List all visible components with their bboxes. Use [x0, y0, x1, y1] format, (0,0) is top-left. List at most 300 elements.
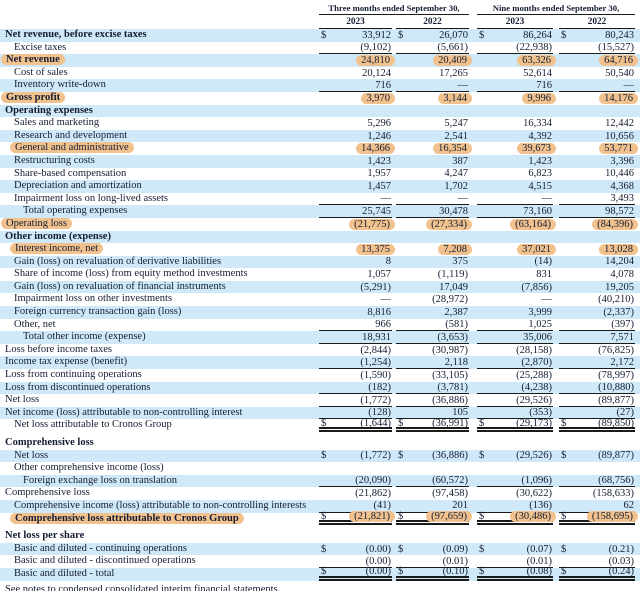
cell-value: (84,396) — [592, 219, 638, 230]
cell-value: 63,326 — [517, 55, 556, 66]
table-row — [0, 319, 640, 332]
cell-value: 1,423 — [367, 155, 391, 167]
value-cell — [396, 130, 469, 143]
footnote: See notes to condensed consolidated interim financial statements. — [5, 583, 281, 591]
cell-value: 3,970 — [361, 93, 395, 104]
cell-value: 1,702 — [444, 180, 468, 192]
cell-value: (1,119) — [437, 269, 468, 281]
cell-value: 35,006 — [523, 331, 552, 343]
cell-value: (1,772) — [360, 450, 391, 462]
cell-value: 1,957 — [367, 168, 391, 180]
table-row — [0, 530, 640, 543]
value-cell — [477, 218, 553, 231]
cell-value: (581) — [445, 318, 468, 330]
value-cell — [559, 331, 635, 344]
cell-value: (128) — [368, 407, 391, 419]
value-cell — [559, 268, 635, 281]
dollar-sign: $ — [321, 510, 327, 522]
table-row — [0, 231, 640, 244]
value-cell — [559, 450, 635, 463]
cell-value: (14) — [534, 256, 552, 268]
cell-value: 716 — [375, 79, 391, 91]
cell-value: (0.10) — [442, 566, 468, 578]
row-label — [0, 243, 315, 256]
cell-value: 50,540 — [605, 67, 634, 79]
cell-value: (78,997) — [598, 369, 634, 381]
value-cell — [396, 344, 469, 357]
cell-value: 3,493 — [610, 193, 634, 205]
value-cell — [559, 256, 635, 269]
value-cell — [559, 530, 635, 543]
value-cell — [477, 344, 553, 357]
period-group-nine-months — [477, 3, 635, 29]
cell-value: (28,972) — [432, 294, 468, 306]
cell-value: 39,673 — [517, 143, 556, 154]
table-row — [0, 331, 640, 344]
value-cell — [396, 543, 469, 556]
value-cell — [477, 487, 553, 500]
cell-value: (5,661) — [437, 41, 468, 53]
value-cell — [319, 331, 392, 344]
value-cell — [396, 218, 469, 231]
value-cell — [396, 331, 469, 344]
cell-value: (97,458) — [432, 488, 468, 500]
cell-value: 16,334 — [523, 117, 552, 129]
highlight-annotation: General and administrative — [10, 142, 134, 153]
row-label — [0, 513, 315, 526]
value-cell — [319, 92, 392, 105]
value-cell — [559, 42, 635, 55]
row-label — [0, 54, 315, 67]
cell-value: (353) — [529, 407, 552, 419]
cell-value: — — [541, 294, 552, 306]
cell-value: 3,144 — [438, 93, 472, 104]
value-cell — [477, 54, 553, 67]
value-cell — [396, 92, 469, 105]
value-cell — [319, 450, 392, 463]
value-cell — [396, 29, 469, 42]
value-cell — [319, 437, 392, 450]
cell-value: 33,912 — [362, 29, 391, 41]
value-cell — [477, 306, 553, 319]
cell-value: (21,821) — [349, 511, 395, 522]
table-row — [0, 268, 640, 281]
year-column-header: 2022 — [559, 17, 635, 29]
table-body — [0, 29, 640, 581]
value-cell — [477, 168, 553, 181]
dollar-sign: $ — [321, 543, 327, 555]
value-cell — [559, 92, 635, 105]
value-cell — [559, 281, 635, 294]
value-cell — [319, 369, 392, 382]
value-cell — [477, 130, 553, 143]
cell-value: (0.08) — [526, 566, 552, 578]
dollar-sign: $ — [561, 29, 567, 41]
cell-value: (33,105) — [432, 369, 468, 381]
cell-value: 1,025 — [528, 318, 552, 330]
cell-value: 20,124 — [362, 67, 391, 79]
table-row — [0, 543, 640, 556]
value-cell — [319, 344, 392, 357]
value-cell — [477, 530, 553, 543]
cell-value: 966 — [375, 318, 391, 330]
cell-value: (9,102) — [360, 41, 391, 53]
value-cell — [477, 180, 553, 193]
cell-value: 14,204 — [605, 256, 634, 268]
dollar-sign: $ — [479, 543, 485, 555]
table-row — [0, 193, 640, 206]
cell-value: (20,090) — [355, 475, 391, 487]
cell-value: 2,387 — [444, 306, 468, 318]
cell-value: (7,856) — [521, 281, 552, 293]
cell-value: (76,825) — [598, 344, 634, 356]
value-cell — [477, 437, 553, 450]
table-row — [0, 437, 640, 450]
value-cell — [319, 543, 392, 556]
value-cell — [477, 29, 553, 42]
value-cell — [396, 394, 469, 407]
value-cell — [319, 117, 392, 130]
value-cell — [559, 462, 635, 475]
year-column-header: 2023 — [319, 17, 392, 29]
row-label: Cost of sales — [14, 66, 68, 78]
cell-value: 37,021 — [517, 244, 556, 255]
cell-value: 4,247 — [444, 168, 468, 180]
dollar-sign: $ — [321, 417, 327, 429]
row-label: Net loss attributable to Cronos Group — [14, 419, 172, 431]
row-label: Total other income (expense) — [23, 331, 146, 343]
cell-value: 4,368 — [610, 180, 634, 192]
highlight-annotation: Net revenue — [1, 54, 65, 65]
cell-value: 18,931 — [362, 331, 391, 343]
cell-value: (36,991) — [432, 417, 468, 429]
cell-value: 20,409 — [433, 55, 472, 66]
value-cell — [319, 67, 392, 80]
row-label: Net loss per share — [5, 530, 85, 542]
dollar-sign: $ — [479, 29, 485, 41]
cell-value: (21,775) — [349, 219, 395, 230]
cell-value: 9,996 — [522, 93, 556, 104]
cell-value: 2,541 — [444, 130, 468, 142]
dollar-sign: $ — [479, 510, 485, 522]
value-cell — [477, 268, 553, 281]
table-row — [0, 142, 640, 155]
cell-value: — — [380, 193, 391, 205]
value-cell — [319, 462, 392, 475]
value-cell — [396, 117, 469, 130]
value-cell — [396, 475, 469, 488]
value-cell — [559, 142, 635, 155]
row-label: Inventory write-down — [14, 79, 106, 91]
value-cell — [559, 319, 635, 332]
table-row — [0, 450, 640, 463]
value-cell — [396, 437, 469, 450]
value-cell — [396, 568, 469, 581]
value-cell — [319, 568, 392, 581]
row-label: Basic and diluted - total — [14, 567, 115, 579]
cell-value: (0.01) — [526, 555, 552, 567]
value-cell — [559, 487, 635, 500]
value-cell — [559, 382, 635, 395]
value-cell — [396, 79, 469, 92]
table-row — [0, 67, 640, 80]
row-label — [0, 92, 315, 105]
value-cell — [477, 462, 553, 475]
value-cell — [559, 369, 635, 382]
cell-value: 8,816 — [367, 306, 391, 318]
value-cell — [319, 218, 392, 231]
cell-value: 14,176 — [599, 93, 638, 104]
row-label: Operating expenses — [5, 104, 93, 116]
cell-value: 62 — [623, 500, 634, 512]
cell-value: (0.03) — [608, 555, 634, 567]
table-row — [0, 117, 640, 130]
cell-value: 831 — [536, 269, 552, 281]
value-cell — [477, 105, 553, 118]
value-cell — [396, 268, 469, 281]
cell-value: (21,862) — [355, 488, 391, 500]
value-cell — [477, 543, 553, 556]
row-label: Depreciation and amortization — [14, 180, 142, 192]
value-cell — [559, 543, 635, 556]
value-cell — [319, 168, 392, 181]
value-cell — [559, 168, 635, 181]
value-cell — [319, 205, 392, 218]
period-group-three-months — [319, 3, 469, 29]
cell-value: (15,527) — [598, 41, 634, 53]
value-cell — [396, 450, 469, 463]
value-cell — [477, 281, 553, 294]
dollar-sign: $ — [321, 29, 327, 41]
value-cell — [396, 193, 469, 206]
cell-value: (1,644) — [360, 417, 391, 429]
value-cell — [477, 319, 553, 332]
table-row — [0, 293, 640, 306]
highlight-annotation: Gross profit — [1, 92, 65, 103]
value-cell — [396, 356, 469, 369]
value-cell — [477, 568, 553, 581]
cell-value: 7,571 — [610, 331, 634, 343]
cell-value: (1,096) — [521, 475, 552, 487]
value-cell — [559, 293, 635, 306]
value-cell — [319, 42, 392, 55]
row-label — [0, 218, 315, 231]
table-row — [0, 475, 640, 488]
value-cell — [477, 205, 553, 218]
cell-value: (1,772) — [360, 394, 391, 406]
cell-value: 80,243 — [605, 29, 634, 41]
table-row — [0, 281, 640, 294]
cell-value: 13,028 — [599, 244, 638, 255]
table-row — [0, 462, 640, 475]
cell-value: 6,823 — [528, 168, 552, 180]
value-cell — [396, 54, 469, 67]
cell-value: — — [623, 79, 634, 91]
value-cell — [477, 369, 553, 382]
value-cell — [396, 382, 469, 395]
value-cell — [477, 419, 553, 432]
cell-value: (41) — [373, 500, 391, 512]
table-row — [0, 42, 640, 55]
cell-value: (36,886) — [432, 450, 468, 462]
table-row — [0, 568, 640, 581]
dollar-sign: $ — [561, 417, 567, 429]
row-label: Basic and diluted - continuing operations — [14, 542, 187, 554]
value-cell — [559, 568, 635, 581]
value-cell — [559, 67, 635, 80]
value-cell — [477, 231, 553, 244]
row-label: Other comprehensive income (loss) — [14, 462, 164, 474]
period-years — [477, 17, 635, 29]
row-label: Net loss — [5, 394, 40, 406]
value-cell — [477, 79, 553, 92]
row-label: Impairment loss on long-lived assets — [14, 192, 168, 204]
cell-value: (1,254) — [360, 356, 391, 368]
table-row — [0, 510, 640, 526]
value-cell — [559, 306, 635, 319]
year-column-header: 2022 — [396, 17, 469, 29]
value-cell — [559, 475, 635, 488]
row-label: Excise taxes — [14, 41, 67, 53]
cell-value: 16,354 — [433, 143, 472, 154]
cell-value: (0.21) — [608, 543, 634, 555]
year-column-header: 2023 — [477, 17, 553, 29]
row-label: Comprehensive income (loss) attributable to non-controlling interests — [14, 499, 307, 511]
table-row — [0, 155, 640, 168]
value-cell — [477, 394, 553, 407]
value-cell — [396, 293, 469, 306]
row-label: Foreign currency transaction gain (loss) — [14, 306, 182, 318]
row-label: Total operating expenses — [23, 205, 128, 217]
cell-value: 73,160 — [523, 205, 552, 217]
cell-value: (397) — [611, 318, 634, 330]
cell-value: 10,656 — [605, 130, 634, 142]
cell-value: 17,049 — [439, 281, 468, 293]
table-row — [0, 419, 640, 432]
value-cell — [396, 281, 469, 294]
dollar-sign: $ — [321, 566, 327, 578]
cell-value: 5,296 — [367, 117, 391, 129]
cell-value: (63,164) — [510, 219, 556, 230]
value-cell — [319, 475, 392, 488]
value-cell — [559, 117, 635, 130]
dollar-sign: $ — [398, 510, 404, 522]
cell-value: 4,392 — [528, 130, 552, 142]
value-cell — [559, 243, 635, 256]
table-header — [0, 0, 640, 29]
period-group-title: Three months ended September 30, — [319, 3, 469, 15]
cell-value: (89,877) — [598, 450, 634, 462]
value-cell — [396, 419, 469, 432]
cell-value: 17,265 — [439, 67, 468, 79]
table-row — [0, 218, 640, 231]
cell-value: 30,478 — [439, 205, 468, 217]
cell-value: 1,457 — [367, 180, 391, 192]
table-row — [0, 92, 640, 105]
highlight-annotation: Operating loss — [1, 218, 72, 229]
table-row — [0, 356, 640, 369]
value-cell — [559, 510, 635, 526]
value-cell — [477, 382, 553, 395]
cell-value: (182) — [368, 381, 391, 393]
highlight-annotation: Interest income, net — [10, 243, 103, 254]
cell-value: — — [541, 193, 552, 205]
cell-value: 5,247 — [444, 117, 468, 129]
value-cell — [319, 356, 392, 369]
cell-value: (2,870) — [521, 356, 552, 368]
value-cell — [319, 530, 392, 543]
table-row — [0, 168, 640, 181]
row-label — [0, 142, 315, 155]
value-cell — [396, 487, 469, 500]
cell-value: 10,446 — [605, 168, 634, 180]
cell-value: 53,771 — [599, 143, 638, 154]
value-cell — [396, 530, 469, 543]
cell-value: (2,337) — [603, 306, 634, 318]
row-label: Other income (expense) — [5, 230, 111, 242]
row-label: Restructuring costs — [14, 154, 95, 166]
cell-value: (28,158) — [516, 344, 552, 356]
value-cell — [319, 105, 392, 118]
value-cell — [477, 117, 553, 130]
value-cell — [319, 243, 392, 256]
value-cell — [396, 142, 469, 155]
row-label: Gain (loss) on revaluation of derivative liabilities — [14, 255, 222, 267]
value-cell — [477, 193, 553, 206]
cell-value: (97,659) — [426, 511, 472, 522]
cell-value: (27,334) — [426, 219, 472, 230]
cell-value: (68,756) — [598, 475, 634, 487]
dollar-sign: $ — [321, 450, 327, 462]
table-row — [0, 29, 640, 42]
value-cell — [319, 180, 392, 193]
value-cell — [477, 356, 553, 369]
dollar-sign: $ — [398, 543, 404, 555]
value-cell — [477, 450, 553, 463]
value-cell — [319, 487, 392, 500]
value-cell — [319, 419, 392, 432]
dollar-sign: $ — [398, 29, 404, 41]
dollar-sign: $ — [479, 450, 485, 462]
value-cell — [477, 142, 553, 155]
cell-value: (10,880) — [598, 381, 634, 393]
row-label: Net revenue, before excise taxes — [5, 29, 147, 40]
cell-value: 1,057 — [367, 269, 391, 281]
cell-value: 4,515 — [528, 180, 552, 192]
row-label: Impairment loss on other investments — [14, 293, 173, 305]
cell-value: 4,078 — [610, 269, 634, 281]
row-label: Loss from continuing operations — [5, 369, 142, 381]
cell-value: 13,375 — [356, 244, 395, 255]
value-cell — [319, 130, 392, 143]
value-cell — [319, 268, 392, 281]
dollar-sign: $ — [479, 566, 485, 578]
cell-value: 12,442 — [605, 117, 634, 129]
row-label: Other, net — [14, 318, 56, 330]
value-cell — [559, 155, 635, 168]
table-row — [0, 243, 640, 256]
value-cell — [396, 168, 469, 181]
cell-value: 86,264 — [523, 29, 552, 41]
value-cell — [319, 394, 392, 407]
dollar-sign: $ — [398, 417, 404, 429]
table-row — [0, 180, 640, 193]
cell-value: (0.00) — [365, 543, 391, 555]
dollar-sign: $ — [561, 510, 567, 522]
value-cell — [559, 130, 635, 143]
row-label: Share of income (loss) from equity method investments — [14, 268, 248, 280]
value-cell — [319, 29, 392, 42]
